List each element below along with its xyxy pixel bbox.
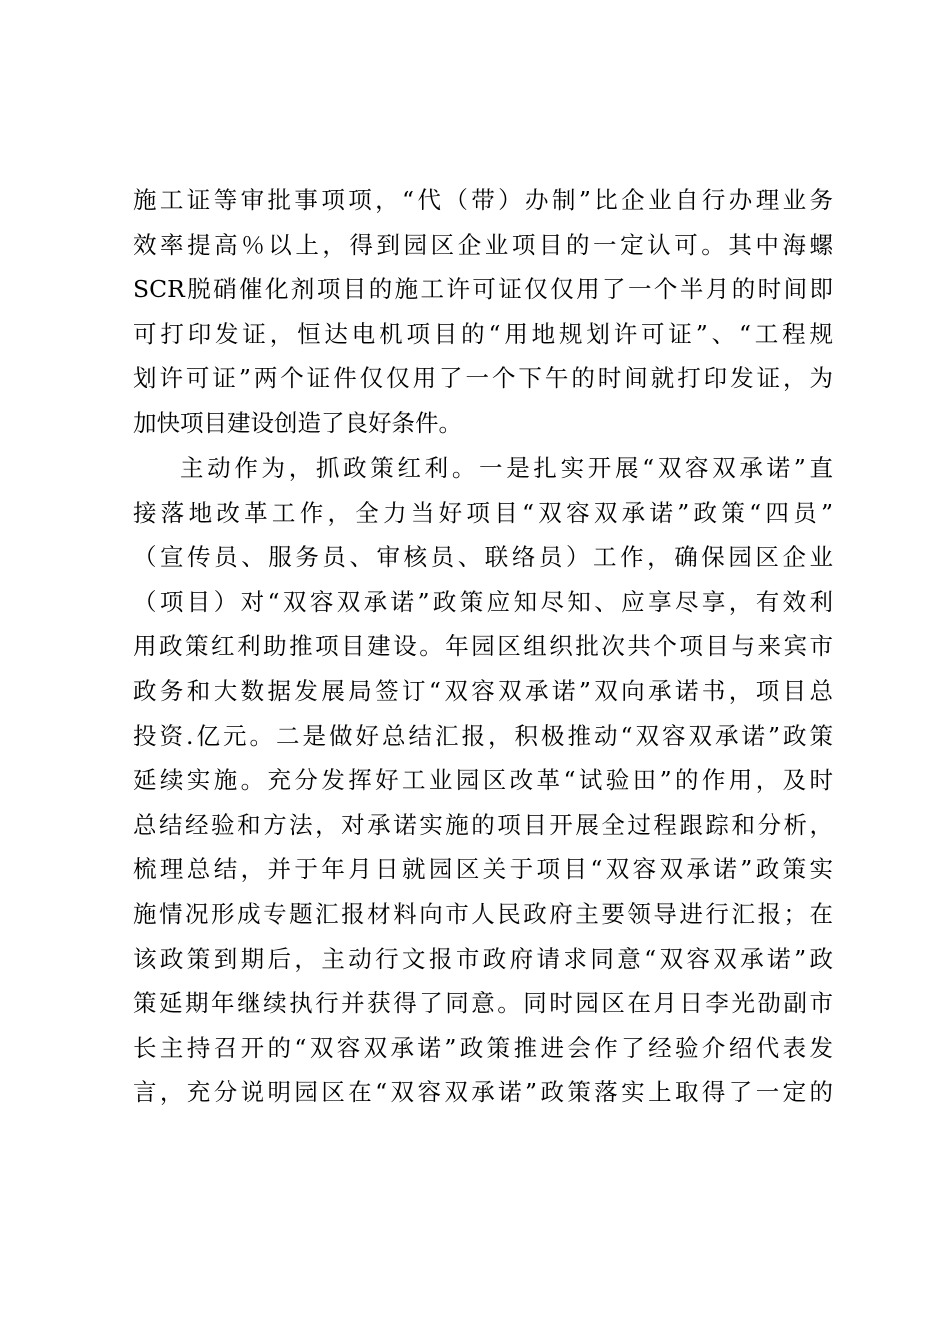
text-line: 投资.亿元。二是做好总结汇报，积极推动“双容双承诺”政策 bbox=[133, 721, 833, 750]
text-line: 策延期年继续执行并获得了同意。同时园区在月日李光劭副市 bbox=[133, 989, 833, 1018]
text-line: 施情况形成专题汇报材料向市人民政府主要领导进行汇报；在 bbox=[133, 899, 833, 928]
text-line: SCR脱硝催化剂项目的施工许可证仅仅用了一个半月的时间即 bbox=[133, 275, 833, 304]
text-line: （宣传员、服务员、审核员、联络员）工作，确保园区企业 bbox=[133, 543, 833, 572]
text-line: 言，充分说明园区在“双容双承诺”政策落实上取得了一定的 bbox=[133, 1078, 833, 1107]
text-line: 用政策红利助推项目建设。年园区组织批次共个项目与来宾市 bbox=[133, 632, 833, 661]
text-line: 延续实施。充分发挥好工业园区改革“试验田”的作用，及时 bbox=[133, 766, 833, 795]
text-line: 施工证等审批事项项，“代（带）办制”比企业自行办理业务 bbox=[133, 186, 833, 214]
paragraph-policy-dividend bbox=[133, 446, 833, 1115]
text-line: 效率提高％以上，得到园区企业项目的一定认可。其中海螺 bbox=[133, 230, 833, 259]
paragraph-approval-efficiency bbox=[133, 178, 833, 446]
text-line: 划许可证”两个证件仅仅用了一个下午的时间就打印发证，为 bbox=[133, 364, 833, 393]
text-line: 加快项目建设创造了良好条件。 bbox=[133, 408, 462, 437]
text-line: 总结经验和方法，对承诺实施的项目开展全过程跟踪和分析， bbox=[133, 810, 833, 839]
text-line: （项目）对“双容双承诺”政策应知尽知、应享尽享，有效利 bbox=[133, 587, 833, 616]
text-line: 梳理总结，并于年月日就园区关于项目“双容双承诺”政策实 bbox=[133, 855, 833, 884]
text-line: 主动作为，抓政策红利。一是扎实开展“双容双承诺”直 bbox=[180, 454, 833, 482]
text-line: 可打印发证，恒达电机项目的“用地规划许可证”、“工程规 bbox=[133, 319, 833, 348]
text-line: 接落地改革工作，全力当好项目“双容双承诺”政策“四员” bbox=[133, 498, 833, 527]
text-line: 政务和大数据发展局签订“双容双承诺”双向承诺书，项目总 bbox=[133, 676, 833, 705]
text-line: 长主持召开的“双容双承诺”政策推进会作了经验介绍代表发 bbox=[133, 1033, 833, 1062]
text-line: 该政策到期后，主动行文报市政府请求同意“双容双承诺”政 bbox=[133, 944, 833, 973]
